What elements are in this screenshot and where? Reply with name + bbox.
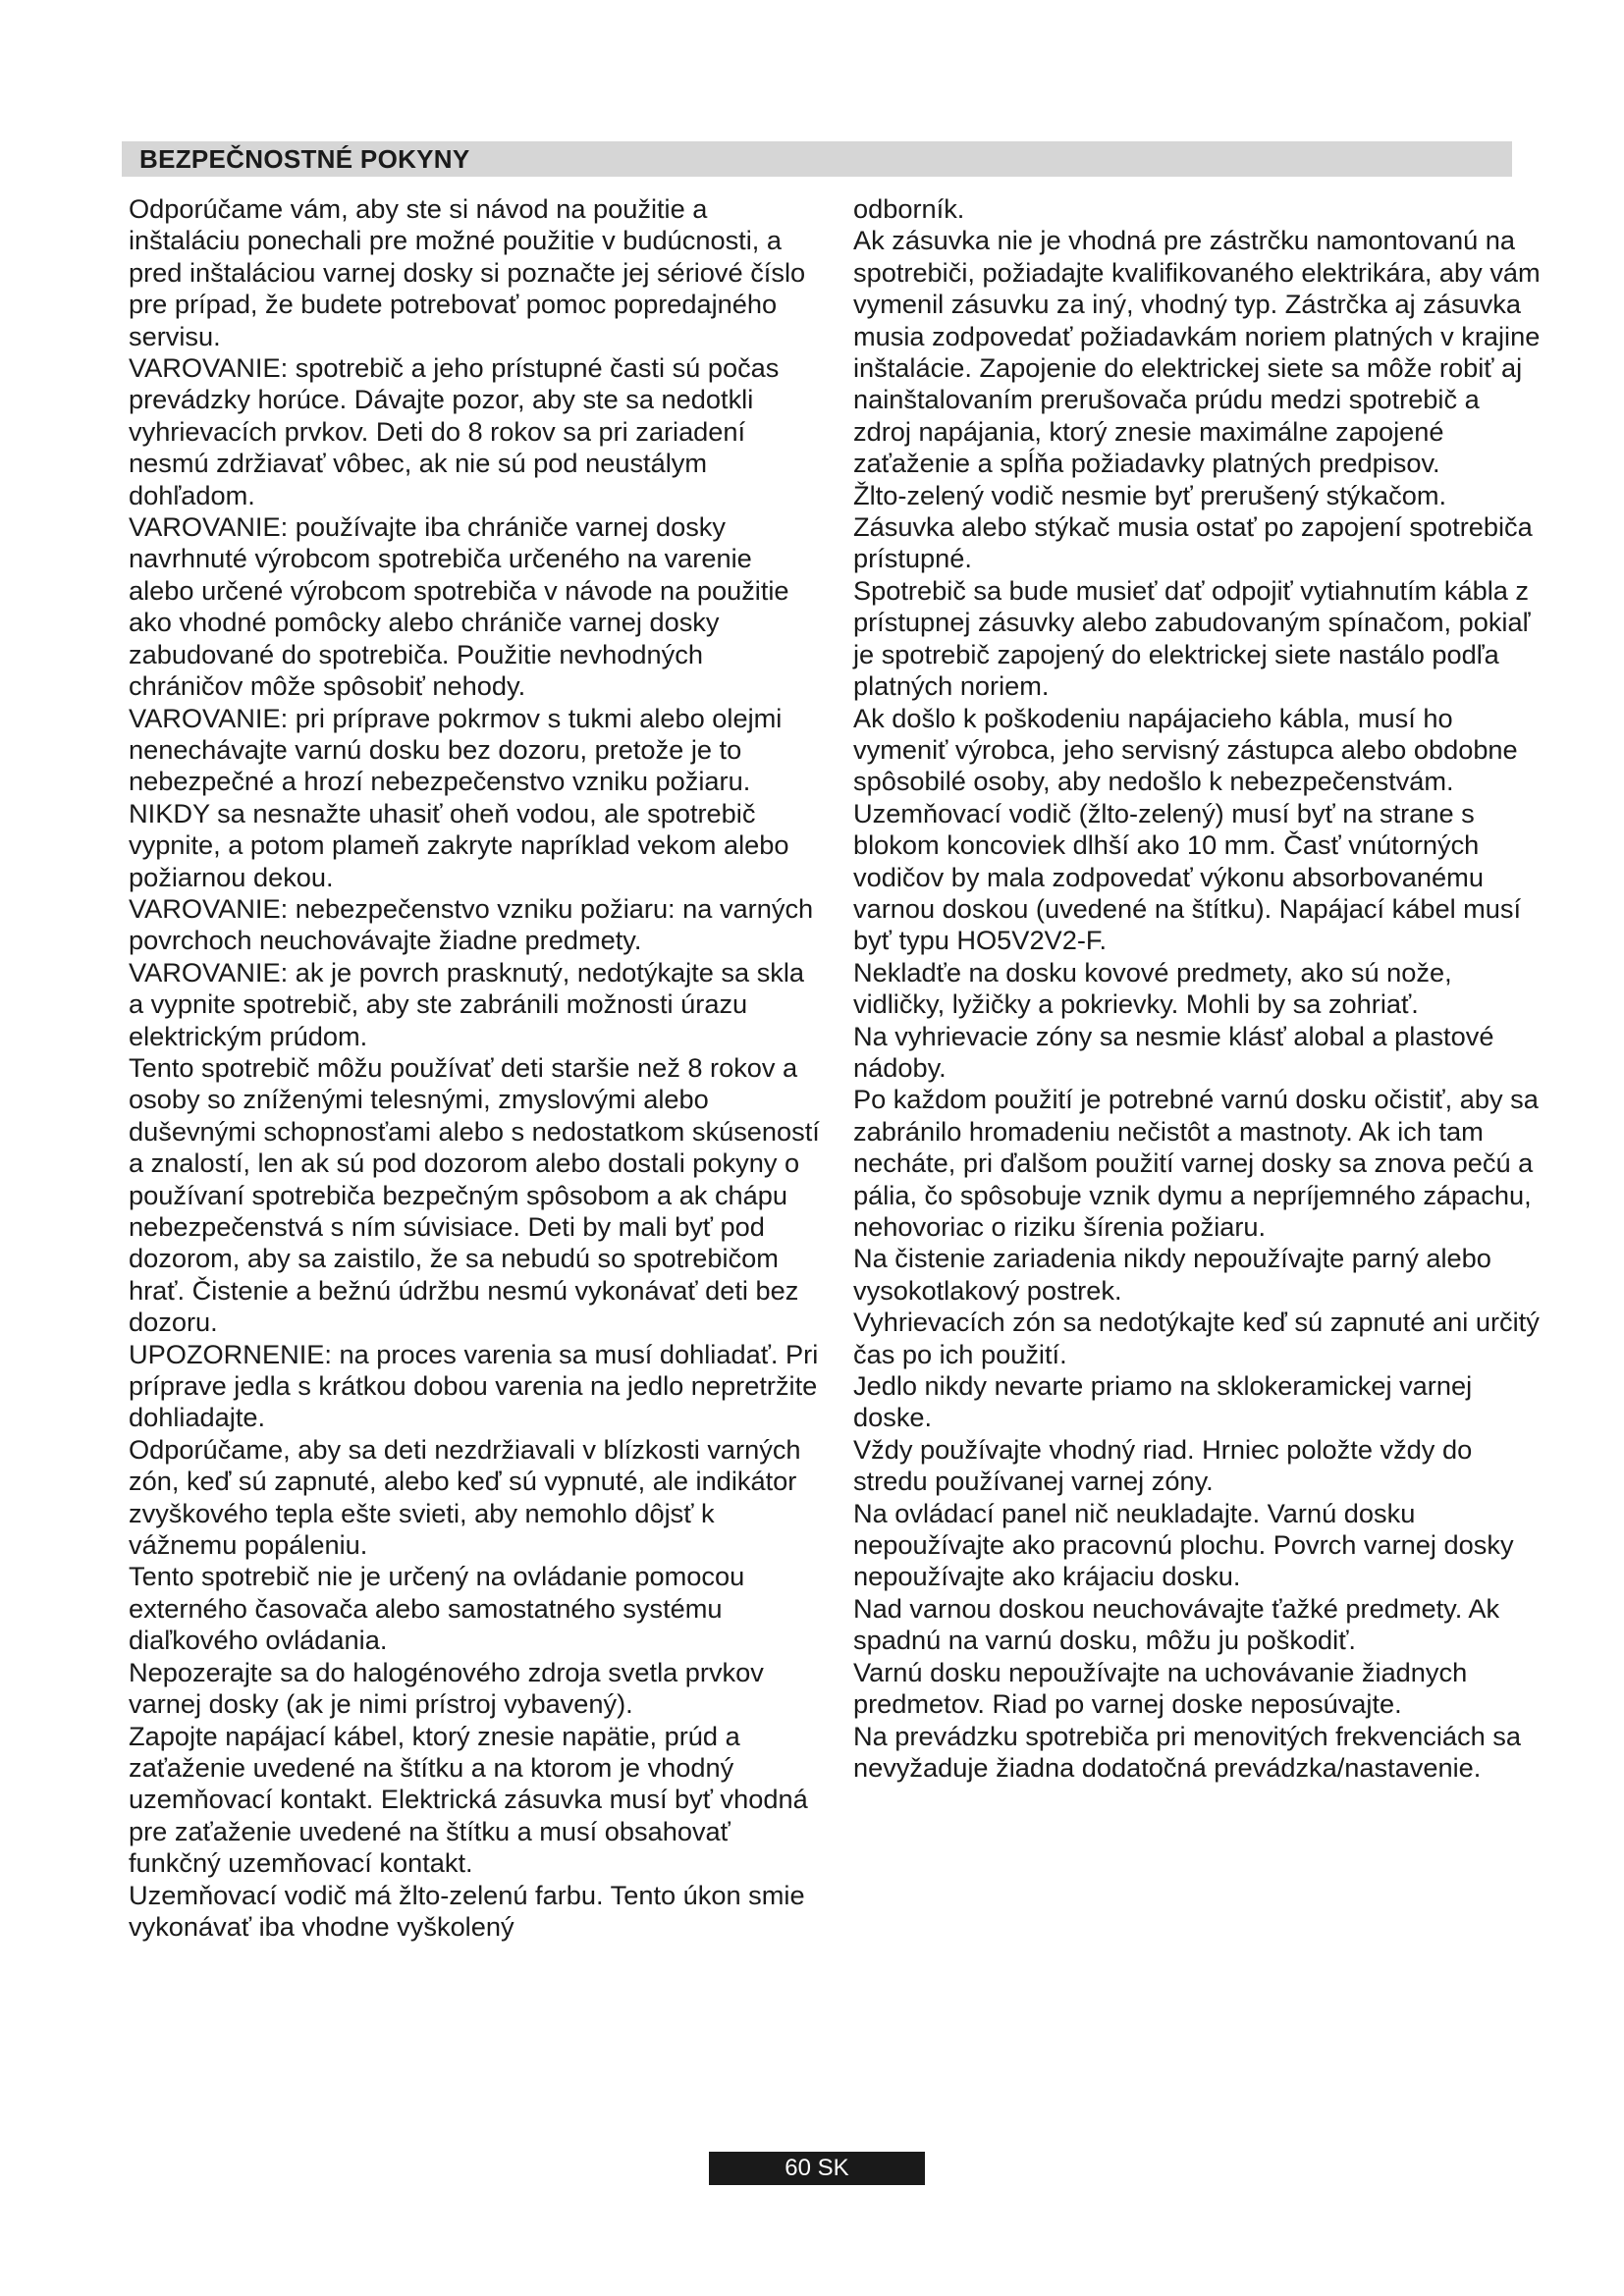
paragraph: Nepozerajte sa do halogénového zdroja svetla prvkov varnej dosky (ak je nimi prístroj vybavený). (129, 1656, 764, 1720)
paragraph: Na ovládací panel nič neukladajte. Varnú dosku nepoužívajte ako pracovnú plochu. Povrch varnej dosky nepoužívajte ako krájaciu dosku. (853, 1497, 1514, 1592)
paragraph: VAROVANIE: nebezpečenstvo vzniku požiaru: na varných povrchoch neuchovávajte žiadne predmety. (129, 892, 814, 956)
paragraph: Vždy používajte vhodný riad. Hrniec položte vždy do stredu používanej varnej zóny. (853, 1433, 1473, 1497)
paragraph: UPOZORNENIE: na proces varenia sa musí dohliadať. Pri príprave jedla s krátkou dobou varenia na jedlo nepretržite dohliadajte. (129, 1338, 819, 1433)
paragraph: Jedlo nikdy nevarte priamo na sklokeramickej varnej doske. (853, 1370, 1473, 1433)
paragraph: Na prevádzku spotrebiča pri menovitých frekvenciách sa nevyžaduje žiadna dodatočná prevádzka/nastavenie. (853, 1720, 1522, 1783)
paragraph: odborník. (853, 193, 965, 224)
paragraph: Varnú dosku nepoužívajte na uchovávanie žiadnych predmetov. Riad po varnej doske neposúvajte. (853, 1656, 1468, 1720)
paragraph: VAROVANIE: pri príprave pokrmov s tukmi alebo olejmi nenechávajte varnú dosku bez dozoru, pretože je to nebezpečné a hrozí nebezpečenstvo vzniku požiaru. NIKDY sa nesnažte uhasiť oheň vodou, ale spotrebič vypnite, a potom plameň zakryte napríklad vekom alebo požiarnou dekou. (129, 702, 789, 892)
paragraph: VAROVANIE: používajte iba chrániče varnej dosky navrhnuté výrobcom spotrebiča určeného na varenie alebo určené výrobcom spotrebiča v návode na použitie ako vhodné pomôcky alebo chrániče varnej dosky zabudované do spotrebiča. Použitie nevhodných chráničov môže spôsobiť nehody. (129, 511, 789, 702)
paragraph: Tento spotrebič nie je určený na ovládanie pomocou externého časovača alebo samostatného systému diaľkového ovládania. (129, 1561, 745, 1656)
paragraph: Uzemňovací vodič má žlto-zelenú farbu. Tento úkon smie vykonávať iba vhodne vyškolený (129, 1879, 805, 1942)
page-number-badge: 60 SK (709, 2152, 925, 2185)
left-column (129, 193, 820, 1943)
paragraph: Odporúčame, aby sa deti nezdržiavali v blízkosti varných zón, keď sú zapnuté, alebo keď sú vypnuté, ale indikátor zvyškového tepla ešte svieti, aby nemohlo dôjsť k vážnemu popáleniu. (129, 1433, 801, 1561)
paragraph: Ak zásuvka nie je vhodná pre zástrčku namontovanú na spotrebiči, požiadajte kvalifikovaného elektrikára, aby vám vymenil zásuvku za iný, vhodný typ. Zástrčka aj zásuvka musia zodpovedať požiadavkám noriem platných v krajine inštalácie. Zapojenie do elektrickej siete sa môže robiť aj nainštalovaním prerušovača prúdu medzi spotrebič a zdroj napájania, ktorý znesie maximálne zapojené zaťaženie a spĺňa požiadavky platných predpisov. (853, 225, 1541, 479)
paragraph: Na vyhrievacie zóny sa nesmie klásť alobal a plastové nádoby. (853, 1020, 1494, 1083)
section-title: BEZPEČNOSTNÉ POKYNY (139, 144, 470, 174)
paragraph: Tento spotrebič môžu používať deti staršie než 8 rokov a osoby so zníženými telesnými, zmyslovými alebo duševnými schopnosťami alebo s nedostatkom skúseností a znalostí, len ak sú pod dozorom alebo dostali pokyny o používaní spotrebiča bezpečným spôsobom a ak chápu nebezpečenstvá s ním súvisiace. Deti by mali byť pod dozorom, aby sa zaistilo, že sa nebudú so spotrebičom hrať. Čistenie a bežnú údržbu nesmú vykonávať deti bez dozoru. (129, 1051, 820, 1338)
paragraph: Odporúčame vám, aby ste si návod na použitie a inštaláciu ponechali pre možné použitie v budúcnosti, a pred inštaláciou varnej dosky si poznačte jej sériové číslo pre prípad, že budete potrebovať pomoc popredajného servisu. (129, 193, 806, 351)
paragraph: VAROVANIE: ak je povrch prasknutý, nedotýkajte sa skla a vypnite spotrebič, aby ste zabránili možnosti úrazu elektrickým prúdom. (129, 956, 805, 1051)
paragraph: Po každom použití je potrebné varnú dosku očistiť, aby sa zabránilo hromadeniu nečistôt a mastnoty. Ak ich tam necháte, pri ďalšom použití varnej dosky sa znova pečú a pália, čo spôsobuje vznik dymu a nepríjemného zápachu, nehovoriac o riziku šírenia požiaru. (853, 1084, 1539, 1242)
right-column (853, 193, 1541, 1784)
paragraph: Nad varnou doskou neuchovávajte ťažké predmety. Ak spadnú na varnú dosku, môžu ju poškodiť. (853, 1592, 1500, 1656)
section-heading-bar (122, 141, 1512, 177)
paragraph: Nekladťe na dosku kovové predmety, ako sú nože, vidličky, lyžičky a pokrievky. Mohli by sa zohriať. (853, 956, 1452, 1020)
paragraph: Žlto-zelený vodič nesmie byť prerušený stýkačom. Zásuvka alebo stýkač musia ostať po zapojení spotrebiča prístupné. (853, 479, 1533, 574)
paragraph: Ak došlo k poškodeniu napájacieho kábla, musí ho vymeniť výrobca, jeho servisný zástupca alebo obdobne spôsobilé osoby, aby nedošlo k nebezpečenstvám. Uzemňovací vodič (žlto-zelený) musí byť na strane s blokom koncoviek dlhší ako 10 mm. Časť vnútorných vodičov by mala zodpovedať výkonu absorbovanému varnou doskou (uvedené na štítku). Napájací kábel musí byť typu HO5V2V2-F. (853, 702, 1522, 956)
paragraph: Vyhrievacích zón sa nedotýkajte keď sú zapnuté ani určitý čas po ich použití. (853, 1307, 1540, 1369)
paragraph: Spotrebič sa bude musieť dať odpojiť vytiahnutím kábla z prístupnej zásuvky alebo zabudovaným spínačom, pokiaľ je spotrebič zapojený do elektrickej siete nastálo podľa platných noriem. (853, 574, 1531, 702)
paragraph: Na čistenie zariadenia nikdy nepoužívajte parný alebo vysokotlakový postrek. (853, 1243, 1491, 1306)
paragraph: Zapojte napájací kábel, ktorý znesie napätie, prúd a zaťaženie uvedené na štítku a na ktorom je vhodný uzemňovací kontakt. Elektrická zásuvka musí byť vhodná pre zaťaženie uvedené na štítku a musí obsahovať funkčný uzemňovací kontakt. (129, 1720, 808, 1879)
paragraph: VAROVANIE: spotrebič a jeho prístupné časti sú počas prevádzky horúce. Dávajte pozor, aby ste sa nedotkli vyhrievacích prvkov. Deti do 8 rokov sa pri zariadení nesmú zdržiavať vôbec, ak nie sú pod neustálym dohľadom. (129, 352, 780, 510)
